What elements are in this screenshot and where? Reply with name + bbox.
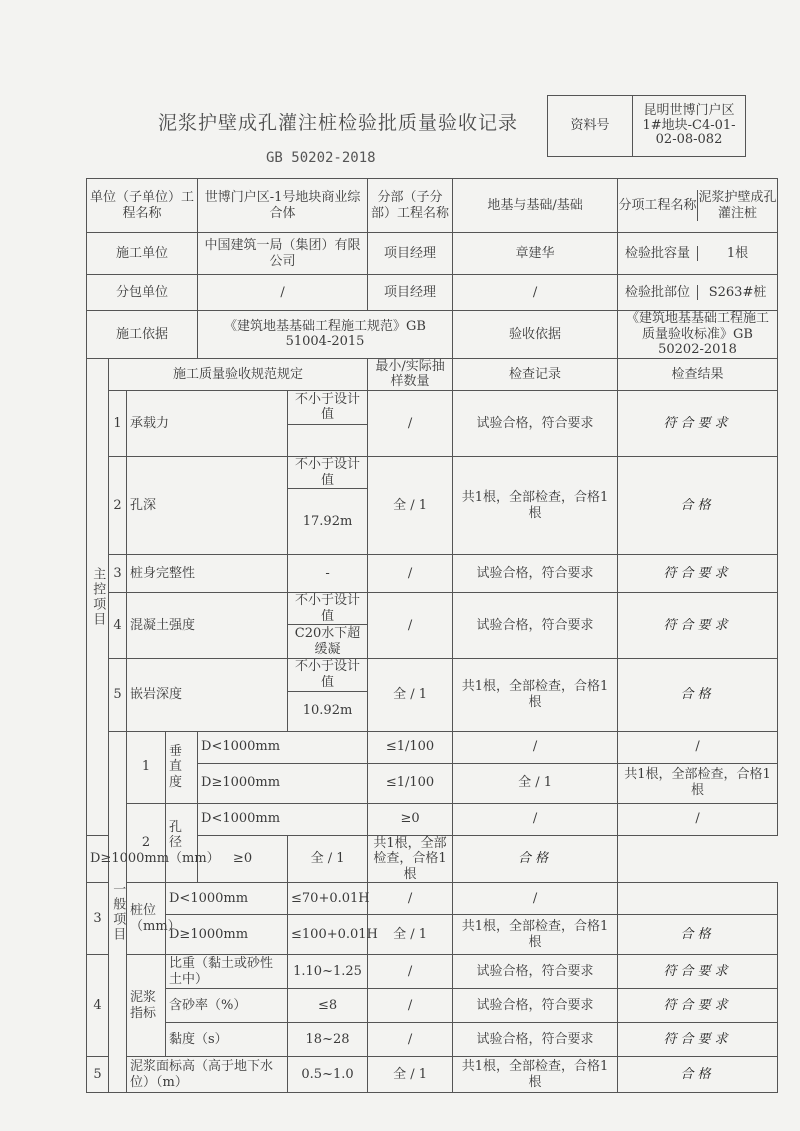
item-record: 共1根，全部检查，合格1根 [453,456,618,554]
item-spec: 不小于设计值 [288,390,368,424]
code-label: 资料号 [548,96,633,157]
item-record: 共1根，全部检查，合格1根 [368,835,453,883]
item-record: 共1根，全部检查，合格1根 [453,659,618,731]
acceptance-label: 验收依据 [453,311,618,359]
item-spec: ≥0 [368,803,453,835]
item-sample: 全 / 1 [368,1057,453,1093]
item-spec: 不小于设计值 [288,593,368,625]
item-sample: / [368,883,453,915]
item-sample: / [453,731,618,763]
item-name: 嵌岩深度 [127,659,288,731]
item-result: 合格 [618,1057,778,1093]
subitem-label: 分项工程名称 [618,190,698,221]
item-number: 4 [87,955,109,1057]
item-name: 泥浆面标高（高于地下水位）（m） [127,1057,288,1093]
main-control-label: 主控项目 [87,358,109,835]
item-record: 共1根，全部检查，合格1根 [618,763,778,803]
item-number: 5 [109,659,127,731]
item-sample: / [368,390,453,456]
contractor-label: 施工单位 [87,233,198,275]
item-result [618,883,778,915]
division-label: 分部（子分部）工程名称 [368,179,453,233]
item-name: 桩位（mm） [127,883,166,955]
col-record: 检查记录 [453,358,618,390]
item-sample: / [368,1023,453,1057]
item-result: 符合要求 [618,555,778,593]
item-result: 符合要求 [618,989,778,1023]
capacity-label: 检验批容量 [618,246,698,262]
item-condition: 比重（黏土或砂性土中） [166,955,288,989]
subcontractor-value: / [198,275,368,311]
location-cell [618,275,778,311]
item-spec-value: 17.92m [288,489,368,555]
pm-value: 章建华 [453,233,618,275]
item-condition: D<1000mm [198,803,368,835]
item-sample: / [368,955,453,989]
item-spec-value: C20水下超缓凝 [288,625,368,659]
item-spec: 18~28 [288,1023,368,1057]
unit-label: 单位（子单位）工程名称 [87,179,198,233]
item-record: 试验合格，符合要求 [453,555,618,593]
col-spec: 施工质量验收规范规定 [109,358,368,390]
item-result: 合格 [618,659,778,731]
item-name: 孔径（mm） [166,803,198,883]
acceptance-value: 《建筑地基基础工程施工质量验收标准》GB 50202-2018 [618,311,778,359]
item-name: 承载力 [127,390,288,456]
item-record: 试验合格，符合要求 [453,593,618,659]
subitem-value: 泥浆护壁成孔灌注桩 [698,189,777,221]
item-record: 共1根，全部检查，合格1根 [453,915,618,955]
item-result: 符合要求 [618,1023,778,1057]
item-number: 4 [109,593,127,659]
item-record: / [453,883,618,915]
pm2-label: 项目经理 [368,275,453,311]
item-result: 符合要求 [618,390,778,456]
unit-value: 世博门户区-1号地块商业综合体 [198,179,368,233]
item-spec-value: 10.92m [288,691,368,731]
item-condition: 黏度（s） [166,1023,288,1057]
item-sample: 全 / 1 [368,915,453,955]
item-sample: 全 / 1 [368,659,453,731]
pm-label: 项目经理 [368,233,453,275]
item-spec-value [288,424,368,456]
item-spec: ≤70+0.01H [288,883,368,915]
item-record: 试验合格，符合要求 [453,955,618,989]
item-sample: / [368,555,453,593]
item-spec: ≥0 [198,835,288,883]
division-value: 地基与基础/基础 [453,179,618,233]
item-record: 试验合格，符合要求 [453,1023,618,1057]
col-sample: 最小/实际抽样数量 [368,358,453,390]
subcontractor-label: 分包单位 [87,275,198,311]
item-sample: / [453,803,618,835]
document-title: 泥浆护壁成孔灌注桩检验批质量验收记录 [158,112,519,134]
item-spec: 不小于设计值 [288,659,368,691]
item-spec: ≤1/100 [368,731,453,763]
item-record: / [618,731,778,763]
general-label: 一般项目 [109,731,127,1093]
item-name: 孔深 [127,456,288,554]
item-record: 试验合格，符合要求 [453,390,618,456]
item-condition: D≥1000mm [166,915,288,955]
item-spec: ≤8 [288,989,368,1023]
item-record: 试验合格，符合要求 [453,989,618,1023]
standard-code: GB 50202-2018 [266,150,376,166]
item-sample: / [368,593,453,659]
location-label: 检验批部位 [618,285,698,301]
capacity-value: 1根 [726,245,749,261]
item-sample: 全 / 1 [288,835,368,883]
pm2-value: / [453,275,618,311]
item-sample: 全 / 1 [453,763,618,803]
item-result: 合格 [618,456,778,554]
item-number: 3 [87,883,109,955]
item-condition: 含砂率（%） [166,989,288,1023]
item-condition: D<1000mm [198,731,368,763]
item-spec: ≤1/100 [368,763,453,803]
item-spec: - [288,555,368,593]
item-result: 合格 [453,835,618,883]
item-name: 垂直度 [166,731,198,803]
item-condition: D<1000mm [166,883,288,915]
item-record: 共1根，全部检查，合格1根 [453,1057,618,1093]
item-result: 合格 [618,915,778,955]
item-name: 混凝土强度 [127,593,288,659]
document-code-box [547,95,746,157]
item-number: 5 [87,1057,109,1093]
item-record: / [618,803,778,835]
col-result: 检查结果 [618,358,778,390]
item-number: 2 [127,803,166,883]
item-condition: D≥1000mm [87,835,127,883]
capacity-cell [618,233,778,275]
item-spec: 不小于设计值 [288,456,368,488]
item-name: 泥浆指标 [127,955,166,1057]
basis-label: 施工依据 [87,311,198,359]
item-number: 3 [109,555,127,593]
inspection-table [86,178,778,1093]
item-spec: ≤100+0.01H [288,915,368,955]
item-result: 符合要求 [618,593,778,659]
code-value: 昆明世博门户区1#地块-C4-01-02-08-082 [633,96,746,157]
item-condition: D≥1000mm [198,763,368,803]
item-name: 桩身完整性 [127,555,288,593]
basis-value: 《建筑地基基础工程施工规范》GB 51004-2015 [198,311,453,359]
location-value: S263#桩 [708,284,767,300]
item-spec: 0.5~1.0 [288,1057,368,1093]
item-spec: 1.10~1.25 [288,955,368,989]
subitem-cell [618,179,778,233]
item-sample: / [368,989,453,1023]
item-number: 2 [109,456,127,554]
contractor-value: 中国建筑一局（集团）有限公司 [198,233,368,275]
item-number: 1 [127,731,166,803]
item-number: 1 [109,390,127,456]
item-result: 符合要求 [618,955,778,989]
item-sample: 全 / 1 [368,456,453,554]
